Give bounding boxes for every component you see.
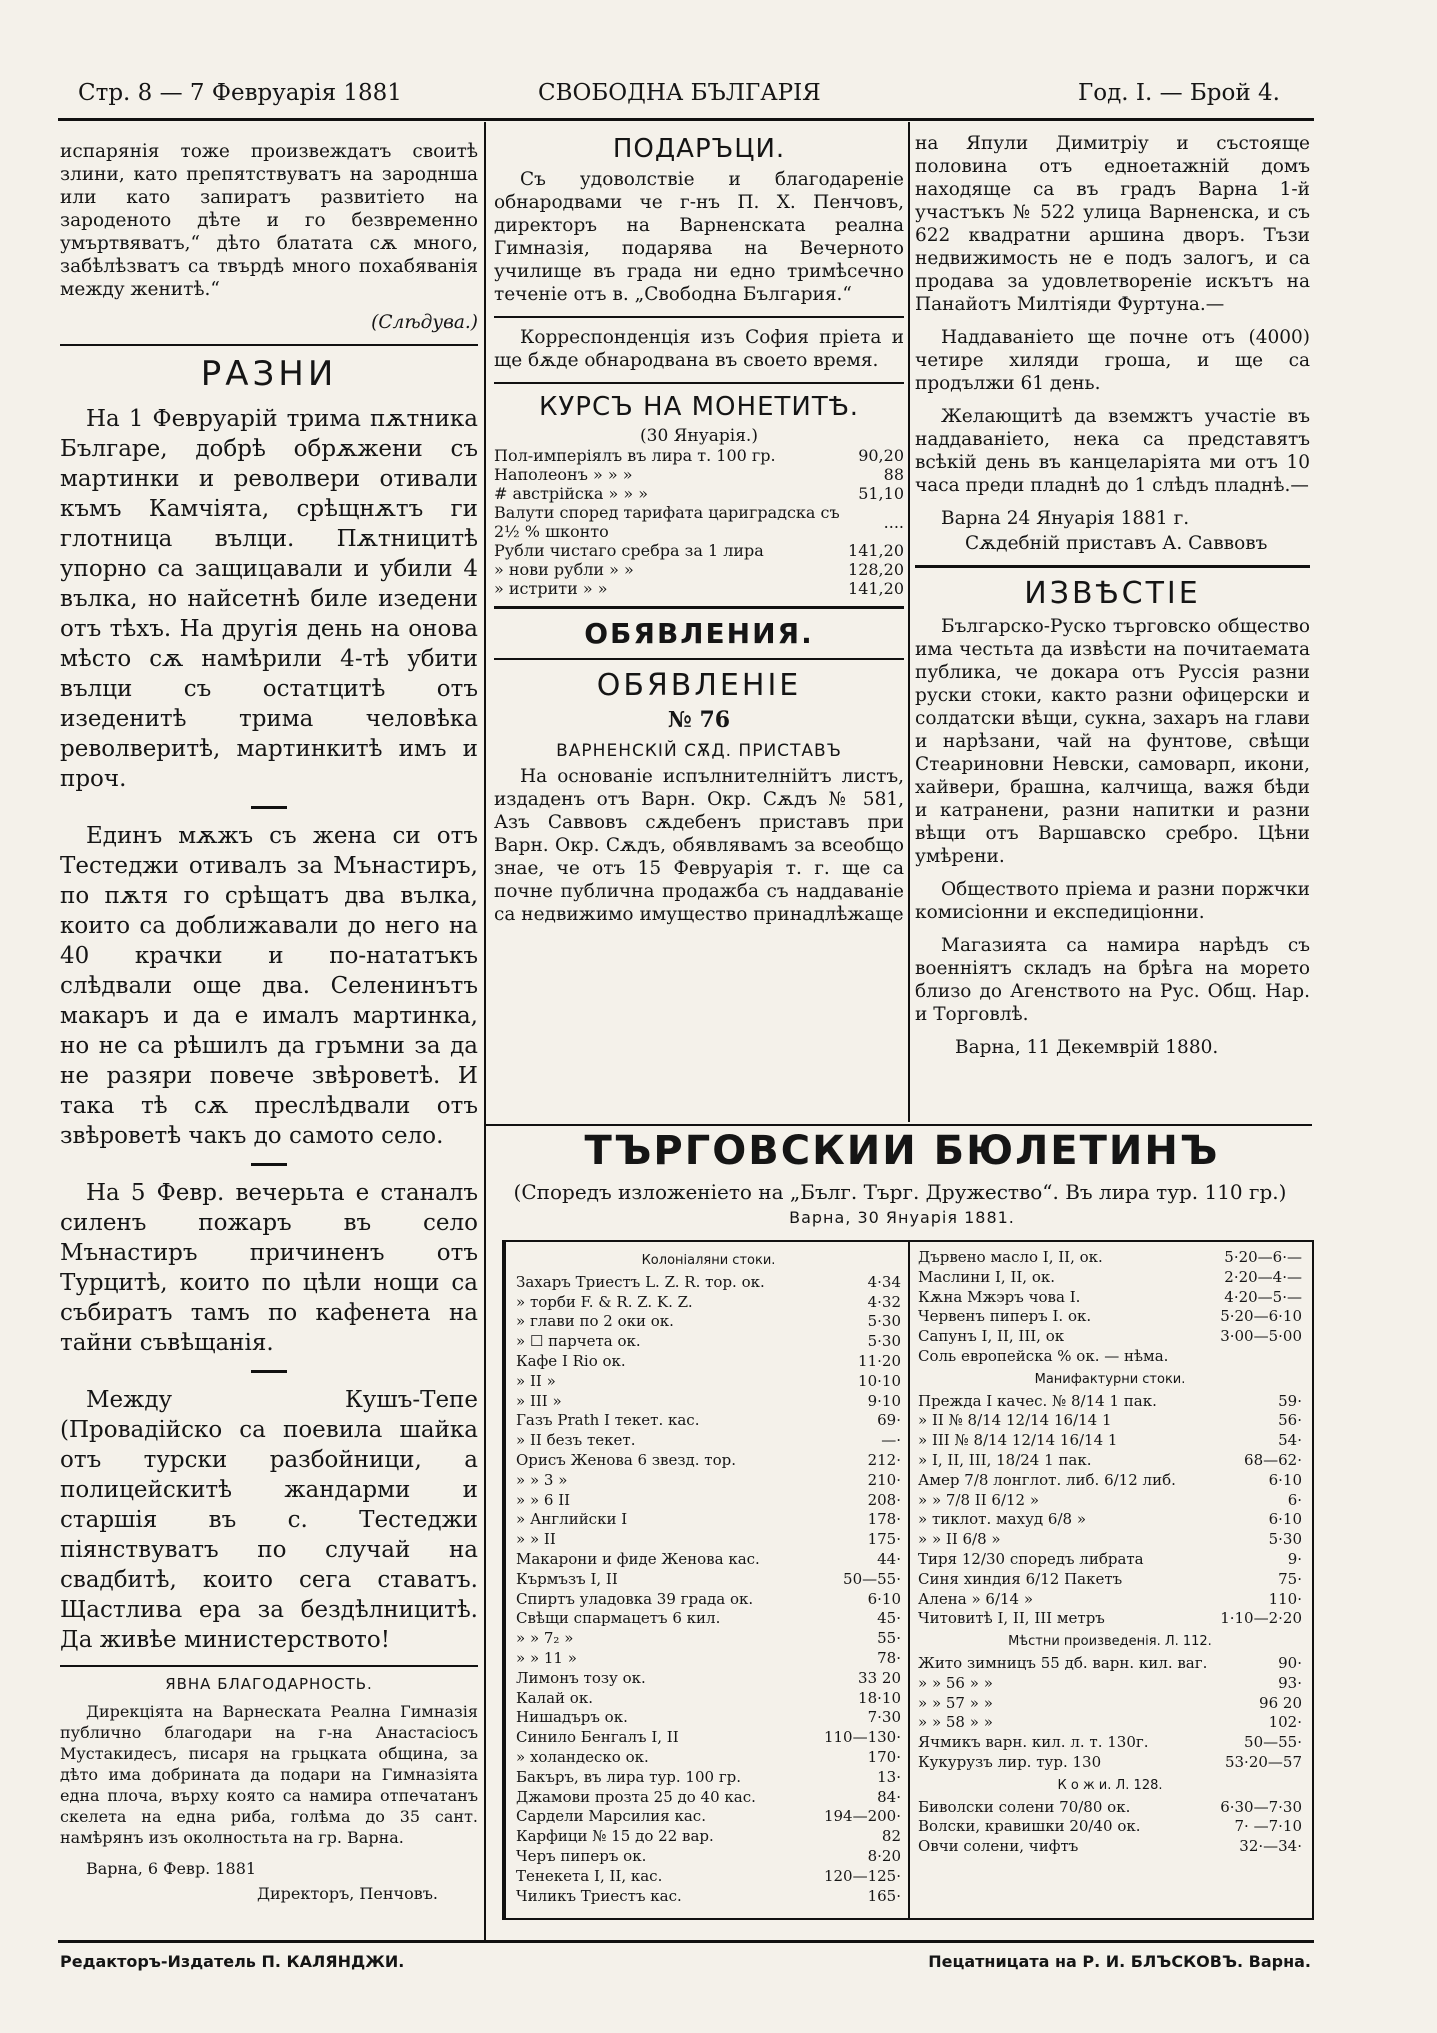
commodity-name: Лимонъ тозу ок. (516, 1668, 646, 1687)
rate-row (494, 446, 904, 465)
commodity-name: Читовитѣ I, II, III метръ (918, 1609, 1105, 1628)
commodity-price: 3·00—5·00 (1220, 1327, 1302, 1346)
column-left (60, 140, 478, 2020)
bulletin-row (516, 1332, 901, 1352)
rate-row (494, 503, 904, 541)
divider (494, 316, 904, 318)
commodity-price: 50—55· (1244, 1733, 1302, 1752)
news-wolves-kamchia: На 1 Февруарій трима пѫтника Българе, добрѣ обрѫжени съ мартинки и револвери отивали къмъ Камчіята, срѣщнѫтъ ги глотница вълци. Пѫтницитѣ упорно са защицавали и убили 4 вълка, но найсетнѣ биле изедени отъ тѣхъ. На другія день на онова мѣсто сѫ намѣрили 4-тѣ убити вълци съ остатцитѣ отъ изеденитѣ трима человѣка револверитѣ, мартинкитѣ имъ и проч. (60, 406, 478, 792)
commodity-price: 13· (877, 1767, 901, 1786)
announcement-issuer: ВАРНЕНСКІЙ СѪД. ПРИСТАВЪ (556, 741, 842, 761)
announcement-date: Варна 24 Януарія 1881 г. (941, 508, 1190, 529)
bulletin-right-column (918, 1248, 1302, 1857)
commodity-name: Соль европейска % ок. — нѣма. (918, 1346, 1169, 1365)
commodity-name: Свѣщи спармацетъ 6 кил. (516, 1609, 721, 1628)
commodity-name: » Английски I (516, 1510, 628, 1529)
bulletin-row (516, 1887, 901, 1907)
commodity-price: 44· (877, 1549, 901, 1568)
commodity-name: Сардели Марсилия кас. (516, 1807, 706, 1826)
commodity-price: 45· (877, 1609, 901, 1628)
bulletin-row (918, 1837, 1302, 1857)
bulletin-row (918, 1451, 1302, 1471)
commodity-price: 90· (1278, 1653, 1302, 1672)
commodity-price: 6·10 (867, 1589, 901, 1608)
announcement-number: № 76 (667, 707, 731, 733)
divider (494, 606, 904, 609)
rate-label: » истрити » » (494, 579, 608, 598)
commodity-price: 56· (1278, 1411, 1302, 1430)
bulletin-row (918, 1713, 1302, 1733)
bulletin-row (516, 1590, 901, 1610)
commodity-name: Газъ Prath I текет. кас. (516, 1411, 700, 1430)
rate-value: .... (883, 512, 904, 532)
bulletin-left-column (516, 1248, 901, 1906)
bulletin-row (516, 1669, 901, 1689)
commodity-price: 170· (867, 1747, 901, 1766)
bulletin-row (516, 1510, 901, 1530)
rate-value: 128,20 (848, 560, 904, 579)
commodity-name: » » 58 » » (918, 1713, 993, 1732)
commodity-name: Чиликъ Триестъ кас. (516, 1886, 682, 1905)
masthead-rule (58, 118, 1314, 121)
rate-value: 88 (883, 465, 904, 484)
bulletin-table-box (502, 1240, 1314, 1920)
rate-label: Валути според тарифата цариградска съ 2½ % шконто (494, 503, 840, 541)
bulletin-row (516, 1451, 901, 1471)
bulletin-row (516, 1629, 901, 1649)
bulletin-row (918, 1327, 1302, 1347)
rate-row (494, 484, 904, 503)
article-continued: испарянія тоже произвеждатъ своитѣ злини, като препятствуватъ на зароднша или като запиратъ развитіето на зароденото дѣте и го безвременно умъртвяватъ,“ дѣто блатата сѫ много, забѣлѣзватъ са твърдѣ много похабяванія между женитѣ.“ (60, 141, 478, 300)
commodity-price: 8·20 (867, 1846, 901, 1865)
commodity-name: Волски, кравишки 20/40 ок. (918, 1817, 1141, 1836)
bulletin-row (918, 1347, 1302, 1367)
commodity-name: » холандеско ок. (516, 1747, 649, 1766)
bulletin-subtitle: (Споредъ изложеніето на „Бълг. Търг. Дружество“. Въ лира тур. 110 гр.) (513, 1180, 1287, 1204)
commodity-price: 6· (1287, 1490, 1302, 1509)
bulletin-row (918, 1268, 1302, 1288)
bulletin-row (918, 1609, 1302, 1629)
divider (60, 1665, 478, 1667)
commodity-price: 7·30 (867, 1708, 901, 1727)
commodity-name: Карфици № 15 до 22 вар. (516, 1827, 714, 1846)
commodity-name: Макарони и фиде Женова кас. (516, 1549, 760, 1568)
exchange-rates-title: КУРСЪ НА МОНЕТИТѢ. (538, 392, 860, 422)
commodity-name: Калай ок. (516, 1688, 593, 1707)
commodity-price: 110—130· (823, 1728, 901, 1747)
divider (251, 1370, 287, 1373)
to-be-continued: (Слѣдува.) (371, 312, 478, 333)
rate-value: 90,20 (858, 446, 904, 465)
commodity-name: » » II 6/8 » (918, 1530, 1001, 1549)
commodity-name: » III № 8/14 12/14 16/14 1 (918, 1431, 1118, 1450)
bulletin-row (516, 1392, 901, 1412)
commodity-price: 9·10 (867, 1391, 901, 1410)
commodity-price: 78· (877, 1648, 901, 1667)
bulletin-row (516, 1312, 901, 1332)
commodity-name: Кърмъзъ I, II (516, 1569, 618, 1588)
bulletin-row (516, 1273, 901, 1293)
commodity-price: 93· (1278, 1673, 1302, 1692)
bulletin-row (516, 1471, 901, 1491)
section-heading-razni: РАЗНИ (200, 354, 338, 394)
commodity-price: 210· (867, 1470, 901, 1489)
column-divider-1 (484, 122, 486, 1122)
bulletin-row (516, 1689, 901, 1709)
commodity-name: Биволски солени 70/80 ок. (918, 1797, 1131, 1816)
divider (251, 806, 287, 809)
rate-value: 141,20 (848, 541, 904, 560)
column-divider-2 (908, 122, 910, 1122)
rate-row (494, 541, 904, 560)
rate-label: Наполеонъ » » » (494, 465, 633, 484)
news-bandits: Между Кушъ-Тепе (Провадійско са поевила шайка отъ турски разбойници, а полицейскитѣ жандарми и старшія въ с. Тестеджи піянствуватъ по случай на свадбитѣ, които сега ставатъ. Щастлива ера за бездѣлницитѣ. Да живѣе министерството! (60, 1387, 478, 1653)
public-thanks-title: ЯВНА БЛАГОДАРНОСТЬ. (165, 1675, 373, 1693)
commodity-name: » II безъ текет. (516, 1431, 636, 1450)
commodity-price: 6·30—7·30 (1220, 1797, 1302, 1816)
public-thanks-sign: Директоръ, Пенчовъ. (256, 1884, 438, 1903)
bulletin-section-row (918, 1773, 1302, 1798)
commodity-name: Сапунъ I, II, III, ок (918, 1327, 1065, 1346)
commodity-price: 10·10 (858, 1371, 901, 1390)
bulletin-row (516, 1748, 901, 1768)
commodity-price: 4·34 (867, 1272, 901, 1291)
commodity-price (1207, 1347, 1302, 1367)
bulletin-row (516, 1867, 901, 1887)
commodity-price: 7· —7·10 (1234, 1817, 1302, 1836)
notice-date: Варна, 11 Декемврій 1880. (955, 1037, 1219, 1058)
bulletin-row (516, 1768, 901, 1788)
bulletin-section-heading: Колоніаляни стоки. (641, 1253, 776, 1268)
rate-label: Рубли чистаго сребра за 1 лира (494, 541, 764, 560)
rate-value: 141,20 (848, 579, 904, 598)
rate-row (494, 560, 904, 579)
bulletin-row (516, 1570, 901, 1590)
rate-row (494, 465, 904, 484)
bulletin-rule (484, 1124, 1312, 1126)
commodity-price: 6·10 (1268, 1510, 1302, 1529)
commodity-price: 110· (1268, 1589, 1302, 1608)
bulletin-row (516, 1649, 901, 1669)
notice-store: Магазията са намира нарѣдъ съ военніятъ складъ на брѣга на морето близо до Агенството на Рус. Общ. Нар. и Торговлѣ. (915, 935, 1310, 1025)
commodity-name: Ячмикъ варн. кил. л. т. 130г. (918, 1733, 1149, 1752)
commodity-price: 54· (1278, 1431, 1302, 1450)
notice-title: ИЗВѢСТІЕ (1024, 576, 1201, 611)
commodity-name: » торби F. & R. Z. K. Z. (516, 1292, 693, 1311)
bulletin-row (918, 1550, 1302, 1570)
bulletin-row (516, 1609, 901, 1629)
commodity-price: 5·30 (867, 1312, 901, 1331)
commodity-price: 5·20—6·— (1224, 1248, 1302, 1266)
announcement-bidding: Наддаваніето ще почне отъ (4000) четире хиляди гроша, и ще са продължи 61 день. (915, 327, 1310, 394)
commodity-name: » I, II, III, 18/24 1 пак. (918, 1450, 1092, 1469)
commodity-name: Червенъ пиперъ I. ок. (918, 1307, 1092, 1326)
bulletin-row (918, 1411, 1302, 1431)
bulletin-row (516, 1491, 901, 1511)
footer-editor: Редакторъ-Издатель П. КАЛЯНДЖИ. (60, 1952, 405, 1971)
announcement-participants: Желающитѣ да вземжтъ участіе въ наддаваніето, нека са представятъ всѣкій день въ канцеларіята ми отъ 10 часа преди пладнѣ до 1 слѣдъ пладнѣ.— (915, 406, 1310, 496)
commodity-name: » глави по 2 оки ок. (516, 1312, 674, 1331)
divider (251, 1163, 287, 1166)
commodity-price: 33 20 (858, 1668, 901, 1687)
commodity-name: » » II (516, 1530, 556, 1549)
announcement-sign: Сѫдебній приставъ А. Саввовъ (965, 533, 1268, 554)
bulletin-section-row (516, 1248, 901, 1273)
bulletin-row (918, 1471, 1302, 1491)
bulletin-date: Варна, 30 Януарія 1881. (789, 1208, 1015, 1227)
exchange-rates-table (494, 446, 904, 598)
column-divider-3 (484, 1122, 486, 1942)
rate-row (494, 579, 904, 598)
commodity-name: Орисъ Женова 6 звезд. тор. (516, 1450, 736, 1469)
footer-printer: Пецатницата на Р. И. БЛЪСКОВЪ. Варна. (928, 1952, 1311, 1971)
commodity-price: 4·32 (867, 1292, 901, 1311)
bulletin-row (918, 1694, 1302, 1714)
newspaper-title: СВОБОДНА БЪЛГАРІЯ (538, 80, 821, 106)
announcement-title: ОБЯВЛЕНІЕ (596, 668, 802, 703)
bulletin-row (516, 1372, 901, 1392)
commodity-name: Дървено масло I, II, ок. (918, 1248, 1103, 1266)
bulletin-row (918, 1590, 1302, 1610)
commodity-name: » » 6 II (516, 1490, 571, 1509)
gifts-text: Съ удоволствіе и благодареніе обнародвами че г-нъ П. Х. Пенчовъ, директоръ на Варненската реална Гимназія, подарява на Вечерното училище въ града ни едно тримѣсечно теченіе отъ в. „Свободна България.“ (494, 169, 904, 305)
bulletin-row (516, 1431, 901, 1451)
commodity-price: 102· (1268, 1713, 1302, 1732)
commodity-name: Тенекета I, II, кас. (516, 1866, 663, 1885)
bulletin-row (918, 1733, 1302, 1753)
commodity-name: Алена » 6/14 » (918, 1589, 1034, 1608)
commodity-name: Синило Бенгалъ I, II (516, 1728, 679, 1747)
commodity-name: Амер 7/8 лонглот. либ. 6/12 либ. (918, 1470, 1176, 1489)
bulletin-row (516, 1788, 901, 1808)
commodity-price: 5·30 (1268, 1530, 1302, 1549)
commodity-name: » » 57 » » (918, 1693, 993, 1712)
bulletin-section-heading: Манифактурни стоки. (1034, 1371, 1186, 1387)
notice-orders: Обществото пріема и разни поржчки комисіонни и експедиціонни. (915, 879, 1310, 923)
commodity-name: Кѫна Мжэръ чова I. (918, 1287, 1081, 1306)
column-middle (494, 132, 904, 1122)
issue-number: Год. I. — Брой 4. (1078, 80, 1280, 106)
commodity-name: » » 3 » (516, 1470, 568, 1489)
divider (494, 658, 904, 660)
commodity-name: » тиклот. махуд 6/8 » (918, 1510, 1086, 1529)
commodity-name: Кафе I Rio ок. (516, 1351, 626, 1370)
commodity-price: 6·10 (1268, 1470, 1302, 1489)
bulletin-row (918, 1570, 1302, 1590)
correspondence-note: Корреспонденція изъ София пріета и ще бѫде обнародвана въ своето время. (494, 327, 904, 371)
column-right (915, 132, 1310, 1122)
notice-text: Българско-Руско търговско общество има честьта да извѣсти на почитаемата публика, че докара отъ Руссія разни руски стоки, както разни офицерски и солдатски вѣщи, сукна, захаръ на глави и нарѣзани, чай на фунтове, свѣщи Стеариновни Невски, самоварп, икони, хайвери, брашна, калчища, важя бѣди и катранени, разни напитки и разни вѣщи отъ Варшавско сребро. Цѣни умѣрени. (915, 616, 1310, 867)
rate-label: Пол-имперіялъ въ лира т. 100 гр. (494, 446, 776, 465)
commodity-name: Овчи солени, чифтъ (918, 1837, 1079, 1856)
divider (915, 565, 1310, 568)
rate-label: # австрійска » » » (494, 484, 648, 503)
news-wolves-testedji: Единъ мѫжъ съ жена си отъ Тестеджи отивалъ за Мънастиръ, по пѫтя го срѣщатъ два вълка, които са доближавали до него на 40 крачки и по-нататъкъ слѣдвали още два. Селенинътъ макаръ и да е ималъ мартинка, но не са рѣшилъ да гръмни за да не разяри повече звѣроветѣ. И така тѣ сѫ преслѣдвали отъ звѣроветѣ чакъ до самото село. (60, 823, 478, 1149)
commodity-price: 165· (867, 1886, 901, 1905)
bulletin-row (516, 1530, 901, 1550)
rate-value: 51,10 (858, 484, 904, 503)
commodity-name: Кукурузъ лир. тур. 130 (918, 1752, 1102, 1771)
commodity-name: » » 56 » » (918, 1673, 993, 1692)
bulletin-section-heading: Мѣстни произведенія. Л. 112. (1008, 1634, 1212, 1650)
commodity-name: » II № 8/14 12/14 16/14 1 (918, 1411, 1112, 1430)
public-thanks-date: Варна, 6 Февр. 1881 (86, 1859, 257, 1878)
bulletin-section-heading: К о ж и. Л. 128. (1057, 1777, 1163, 1793)
commodity-price: 59· (1278, 1391, 1302, 1410)
rate-label: » нови рубли » » (494, 560, 634, 579)
bulletin-row (918, 1431, 1302, 1451)
commodity-price: 18·10 (858, 1688, 901, 1707)
bulletin-row (918, 1753, 1302, 1773)
commodity-name: Спиртъ уладовка 39 града ок. (516, 1589, 754, 1608)
bulletin-row (516, 1411, 901, 1431)
bulletin-divider (908, 1242, 910, 1918)
commodity-price: 178· (867, 1510, 901, 1529)
commodity-name: Прежда I качес. № 8/14 1 пак. (918, 1391, 1157, 1410)
commodity-name: » » 7₂ » (516, 1629, 574, 1648)
bulletin-row (918, 1288, 1302, 1308)
announcement-continued: на Япули Димитріу и състояще половина отъ едноетажній домъ находяще са въ градъ Варна 1-й участъкъ № 522 улица Варненска, и съ 622 квадратни аршина дворъ. Тъзи недвижимость не е подъ залогъ, и са продава за удовлетвореніе искътъ на Панайотъ Милтіяди Фуртуна.— (915, 133, 1310, 315)
commodity-name: Маслини I, II, ок. (918, 1267, 1056, 1286)
commodity-price: 84· (877, 1787, 901, 1806)
commodity-name: Бакъръ, въ лира тур. 100 гр. (516, 1767, 742, 1786)
bulletin-row (516, 1807, 901, 1827)
bulletin-row (516, 1708, 901, 1728)
bulletin-row (918, 1510, 1302, 1530)
commodity-price: 82 (881, 1827, 901, 1846)
bulletin-row (516, 1827, 901, 1847)
commodity-name: » II » (516, 1371, 556, 1390)
bulletin-row (918, 1307, 1302, 1327)
commodity-price: 75· (1278, 1569, 1302, 1588)
announcement-text: На основаніе испълнителнійтъ листъ, издаденъ отъ Варн. Окр. Сѫдъ № 581, Азъ Сaввовъ сѫдебенъ приставъ при Варн. Окр. Сѫдъ, обявлявамъ за всеобщо знае, че отъ 15 Февруарія т. г. ще са почне публична продажба съ наддаваніе са недвижимо имущество принадлѣжаще (494, 766, 904, 925)
commodity-price: 69· (877, 1411, 901, 1430)
bulletin-right-table (918, 1248, 1302, 1857)
bulletin-row (918, 1798, 1302, 1818)
bulletin-row (516, 1352, 901, 1372)
divider (60, 344, 478, 346)
commodity-name: Захаръ Триестъ L. Z. R. тор. ок. (516, 1272, 765, 1291)
commodity-name: Жито зимницъ 55 дб. варн. кил. ваг. (918, 1653, 1208, 1672)
advertisements-heading: ОБЯВЛЕНИЯ. (584, 617, 814, 650)
bulletin-row (918, 1654, 1302, 1674)
commodity-price: 5·20—6·10 (1220, 1307, 1302, 1326)
bulletin-row (516, 1847, 901, 1867)
commodity-name: » » 11 » (516, 1648, 577, 1667)
exchange-rates-date: (30 Януарія.) (640, 426, 758, 446)
bulletin-left-table (516, 1248, 901, 1906)
commodity-price: 50—55· (843, 1569, 901, 1588)
bulletin-row (918, 1248, 1302, 1268)
commodity-price: 208· (867, 1490, 901, 1509)
commodity-name: Тиря 12/30 споредъ либрата (918, 1549, 1144, 1568)
bulletin-row (918, 1674, 1302, 1694)
commodity-price: —· (881, 1431, 901, 1450)
divider (494, 382, 904, 384)
bulletin-row (516, 1550, 901, 1570)
commodity-name: Джамови прозта 25 до 40 кас. (516, 1787, 756, 1806)
bulletin-title: ТЪРГОВСКИИ БЮЛЕТИНЪ (584, 1128, 1220, 1174)
commodity-price: 1·10—2·20 (1220, 1609, 1302, 1628)
commodity-name: Синя хиндия 6/12 Пакетъ (918, 1569, 1123, 1588)
bulletin-section-row (918, 1629, 1302, 1654)
commodity-name: » III » (516, 1391, 562, 1410)
commodity-price: 212· (867, 1450, 901, 1469)
gifts-title: ПОДАРЪЦИ. (612, 134, 786, 164)
commodity-price: 5·30 (867, 1332, 901, 1351)
commodity-price: 120—125· (823, 1866, 901, 1885)
commodity-name: » ☐ парчета ок. (516, 1332, 641, 1351)
commodity-price: 32·—34· (1239, 1837, 1302, 1856)
commodity-price: 9· (1287, 1549, 1302, 1568)
commodity-price: 55· (877, 1629, 901, 1648)
commodity-price: 53·20—57 (1224, 1752, 1302, 1771)
bulletin-row (918, 1817, 1302, 1837)
masthead (78, 80, 1323, 114)
public-thanks-text: Дирекціята на Варнеската Реална Гимназія публично благодари на г-на Анастасіосъ Мустакидесъ, писаря на грьцката община, за дѣто има добрината да подари на Гимназіята една плоча, върху която са намира отпечатанъ скелета на една риба, голѣма до 35 сант. намѣрянъ изъ околностьта на гр. Варна. (60, 1702, 478, 1847)
page-number: Стр. 8 — 7 Февруарія 1881 (78, 80, 402, 106)
commodity-price: 4·20—5·— (1224, 1287, 1302, 1306)
commodity-price: 194—200· (823, 1807, 901, 1826)
bulletin-row (918, 1491, 1302, 1511)
commodity-price: 96 20 (1259, 1693, 1302, 1712)
commodity-price: 2·20—4·— (1224, 1267, 1302, 1286)
commodity-name: Черъ пиперъ ок. (516, 1846, 647, 1865)
commodity-name: Нишадъръ ок. (516, 1708, 628, 1727)
bulletin-row (918, 1530, 1302, 1550)
bulletin-row (516, 1293, 901, 1313)
commodity-price: 175· (867, 1530, 901, 1549)
bulletin-row (918, 1392, 1302, 1412)
news-fire-manastir: На 5 Февр. вечерьта е станалъ силенъ пожаръ въ село Мънастиръ причиненъ отъ Турцитѣ, които по цѣли нощи са събиратъ тамъ по кафенета на тайни съвѣщанія. (60, 1180, 478, 1356)
bulletin-row (516, 1728, 901, 1748)
commodity-name: » » 7/8 II 6/12 » (918, 1490, 1040, 1509)
commodity-price: 11·20 (858, 1351, 901, 1370)
commodity-price: 68—62· (1244, 1450, 1302, 1469)
bulletin-section-row (918, 1367, 1302, 1392)
